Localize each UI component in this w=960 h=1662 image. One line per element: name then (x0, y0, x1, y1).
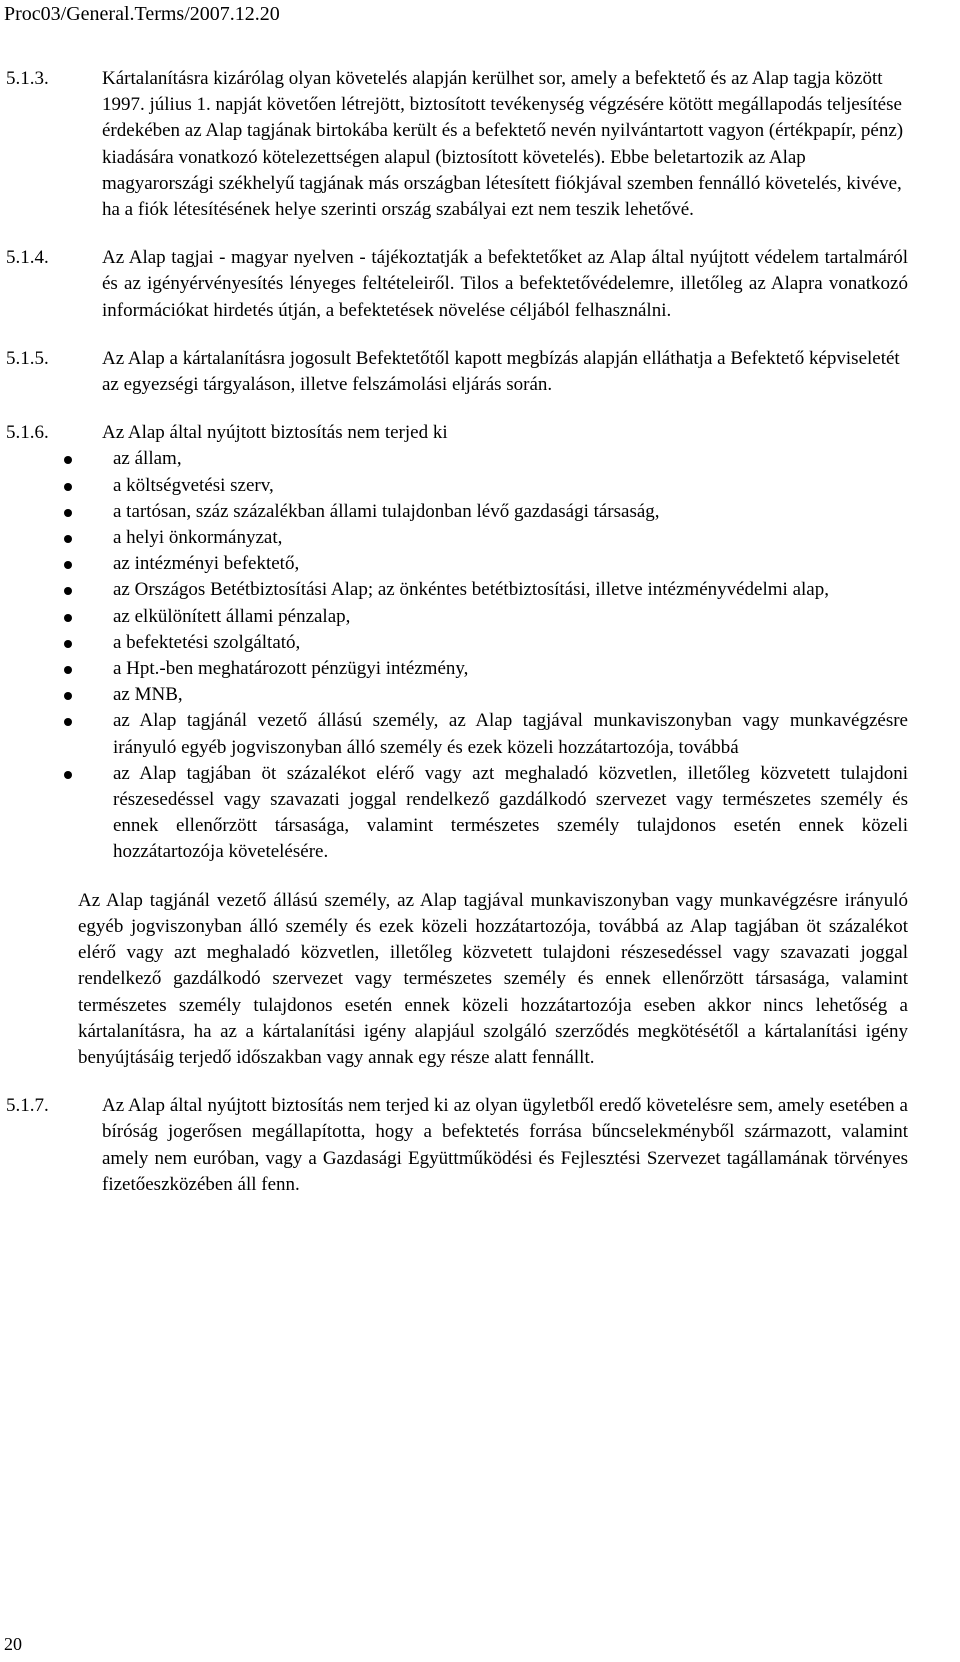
section-5-1-5 (6, 346, 908, 398)
section-intro: Az Alap által nyújtott biztosítás nem terjed ki (102, 422, 448, 444)
bullet-icon (64, 666, 72, 674)
exclusion-list (6, 446, 908, 865)
section-5-1-6-note: Az Alap tagjánál vezető állású személy, az Alap tagjával munkaviszonyban vagy munkavégzésre irányuló egyéb jogviszonyban álló személy és ezek közeli hozzátartozója, továbbá az Alap tagjában öt százalékot elérő vagy azt meghaladó közvetlen, illetőleg közvetett tulajdoni részesedéssel vagy szavazati joggal rendelkező gazdálkodó szervezet vagy természetes személy és ennek ellenőrzött társasága, valamint természetes személy tulajdonos esetén ennek közeli hozzátartozója eseben akkor nincs lehetőség a kártalanításra, ha az a kártalanítási igény alapjául szolgáló szerződés megkötésétől a kártalanítási igény benyújtásáig terjedő időszakban vagy annak egy része alatt fennállt. (78, 889, 908, 1068)
bullet-icon (64, 535, 72, 543)
section-number: 5.1.7. (6, 1095, 49, 1117)
bullet-icon (64, 771, 72, 779)
section-5-1-7 (6, 1093, 908, 1198)
exclusion-list-wrapper (6, 446, 908, 1071)
list-item: a befektetési szolgáltató, (62, 630, 908, 656)
section-5-1-6 (6, 420, 908, 446)
section-5-1-3 (6, 66, 908, 223)
list-item: az elkülönített állami pénzalap, (62, 604, 908, 630)
section-text: Az Alap tagjai - magyar nyelven - tájékoztatják a befektetőket az Alap által nyújtott védelem tartalmáról és az igényérvényesítés lényeges feltételeiről. Tilos a befektetővédelemre, illetőleg az Alapra vonatkozó információkat hirdetés útján, a befektetések növelése céljából felhasználni. (102, 247, 908, 321)
bullet-icon (64, 692, 72, 700)
section-number: 5.1.4. (6, 247, 49, 269)
list-item: a költségvetési szerv, (62, 473, 908, 499)
list-item: az Alap tagjában öt százalékot elérő vagy azt meghaladó közvetlen, illetőleg közvetett tulajdoni részesedéssel vagy szavazati joggal rendelkező gazdálkodó szervezet vagy természetes személy és ennek ellenőrzött társasága, valamint természetes személy tulajdonos esetén ennek közeli hozzátartozója követelésére. (62, 761, 908, 866)
section-number: 5.1.6. (6, 422, 49, 444)
list-item: az MNB, (62, 682, 908, 708)
bullet-icon (64, 640, 72, 648)
section-text: Az Alap a kártalanításra jogosult Befektetőtől kapott megbízás alapján elláthatja a Befektető képviseletét az egyezségi tárgyaláson, illetve felszámolási eljárás során. (102, 347, 900, 396)
list-item: a helyi önkormányzat, (62, 525, 908, 551)
bullet-icon (64, 483, 72, 491)
page-number: 20 (4, 1634, 22, 1654)
section-text: Az Alap által nyújtott biztosítás nem terjed ki az olyan ügyletből eredő követelésre sem, amely esetében a bíróság jogerősen megállapította, hogy a befektetés forrása bűncselekményből származott, valamint amely nem euróban, vagy a Gazdasági Együttműködési és Fejlesztési Szervezet tagállamának törvényes fizetőeszközében áll fenn. (102, 1095, 908, 1195)
section-body (102, 420, 908, 446)
list-item: a Hpt.-ben meghatározott pénzügyi intézmény, (62, 656, 908, 682)
list-item: az Országos Betétbiztosítási Alap; az önkéntes betétbiztosítási, illetve intézményvédelmi alap, (62, 577, 908, 603)
section-5-1-4 (6, 245, 908, 324)
list-item: az állam, (62, 446, 908, 472)
section-number: 5.1.3. (6, 68, 49, 89)
document-header: Proc03/General.Terms/2007.12.20 (4, 3, 280, 25)
list-item: az Alap tagjánál vezető állású személy, az Alap tagjával munkaviszonyban vagy munkavégzésre irányuló egyéb jogviszonyban álló személy és ezek közeli hozzátartozója, továbbá (62, 708, 908, 760)
bullet-icon (64, 587, 72, 595)
bullet-icon (64, 456, 72, 464)
list-item: a tartósan, száz százalékban állami tulajdonban lévő gazdasági társaság, (62, 499, 908, 525)
list-item: az intézményi befektető, (62, 551, 908, 577)
bullet-icon (64, 509, 72, 517)
bullet-icon (64, 718, 72, 726)
section-number: 5.1.5. (6, 347, 49, 369)
bullet-icon (64, 561, 72, 569)
bullet-icon (64, 614, 72, 622)
document-body (6, 66, 908, 1220)
section-text: Kártalanításra kizárólag olyan követelés alapján kerülhet sor, amely a befektető és az Alap tagja között 1997. július 1. napját követően létrejött, biztosított tevékenység végzésére kötött megállapodás teljesítése érdekében az Alap tagjának birtokába került és a befektető nevén nyilvántartott vagyon (értékpapír, pénz) kiadására vonatkozó kötelezettségen alapul (biztosított követelés). Ebbe beletartozik az Alap magyarországi székhelyű tagjának más országban létesített fiókjával szemben fennálló követelés, kivéve, ha a fiók létesítésének helye szerinti ország szabályai ezt nem teszik lehetővé. (102, 68, 904, 221)
